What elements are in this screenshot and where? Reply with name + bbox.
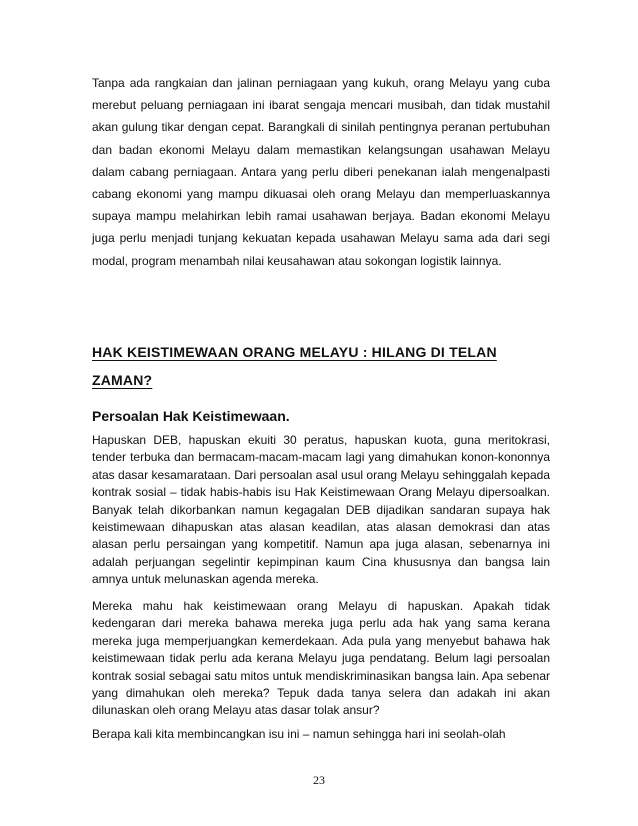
intro-paragraph: Tanpa ada rangkaian dan jalinan perniagaan yang kukuh, orang Melayu yang cuba merebut peluang perniagaan ini ibarat sengaja mencari musibah, dan tidak mustahil akan gulung tikar dengan cepat. Barangkali di sinilah pentingnya peranan pertubuhan dan badan ekonomi Melayu dalam memastikan kelangsungan usahawan Melayu dalam cabang perniagaan. Antara yang perlu diberi penekanan ialah mengenalpasti cabang ekonomi yang mampu dikuasai oleh orang Melayu dan memperluaskannya supaya mampu melahirkan lebih ramai usahawan berjaya. Badan ekonomi Melayu juga perlu menjadi tunjang kekuatan kepada usahawan Melayu sama ada dari segi modal, program menambah nilai keusahawan atau sokongan logistik lainnya. <box>92 76 550 268</box>
page-number: 23 <box>313 773 325 787</box>
subsection-heading: Persoalan Hak Keistimewaan. <box>92 408 290 424</box>
section-heading: HAK KEISTIMEWAAN ORANG MELAYU : HILANG DI TELAN ZAMAN? <box>92 344 497 388</box>
body-paragraph-3: Berapa kali kita membincangkan isu ini – namun sehingga hari ini seolah-olah <box>92 727 506 741</box>
body-paragraph-1: Hapuskan DEB, hapuskan ekuiti 30 peratus, hapuskan kuota, guna meritokrasi, tender terbuka dan bermacam-macam-macam lagi yang dimahukan konon-kononnya atas dasar kesamarataan. Dari persoalan asal usul orang Melayu sehinggalah kepada kontrak sosial – tidak habis-habis isu Hak Keistimewaan Orang Melayu dipersoalkan. Banyak telah dikorbankan namun kegagalan DEB dijadikan sandaran supaya hak keistimewaan dihapuskan atas alasan keadilan, atas alasan demokrasi dan atas alasan perlu persaingan yang kompetitif. Namun apa juga alasan, sebenarnya ini adalah perjuangan segelintir kepimpinan kaum Cina khususnya dan bangsa lain amnya untuk melunaskan agenda mereka. <box>92 433 550 587</box>
body-paragraph-2: Mereka mahu hak keistimewaan orang Melayu di hapuskan. Apakah tidak kedengaran dari mereka bahawa mereka juga perlu ada hak yang sama kerana mereka juga memperjuangkan kemerdekaan. Ada pula yang menyebut bahawa hak keistimewaan tidak perlu ada kerana Melayu juga pendatang. Belum lagi persoalan kontrak sosial sebagai satu mitos untuk mendiskriminasikan bangsa lain. Apa sebenar yang dimahukan oleh mereka? Tepuk dada tanya selera dan adakah ini akan dilunaskan oleh orang Melayu atas dasar tolak ansur? <box>92 599 550 718</box>
